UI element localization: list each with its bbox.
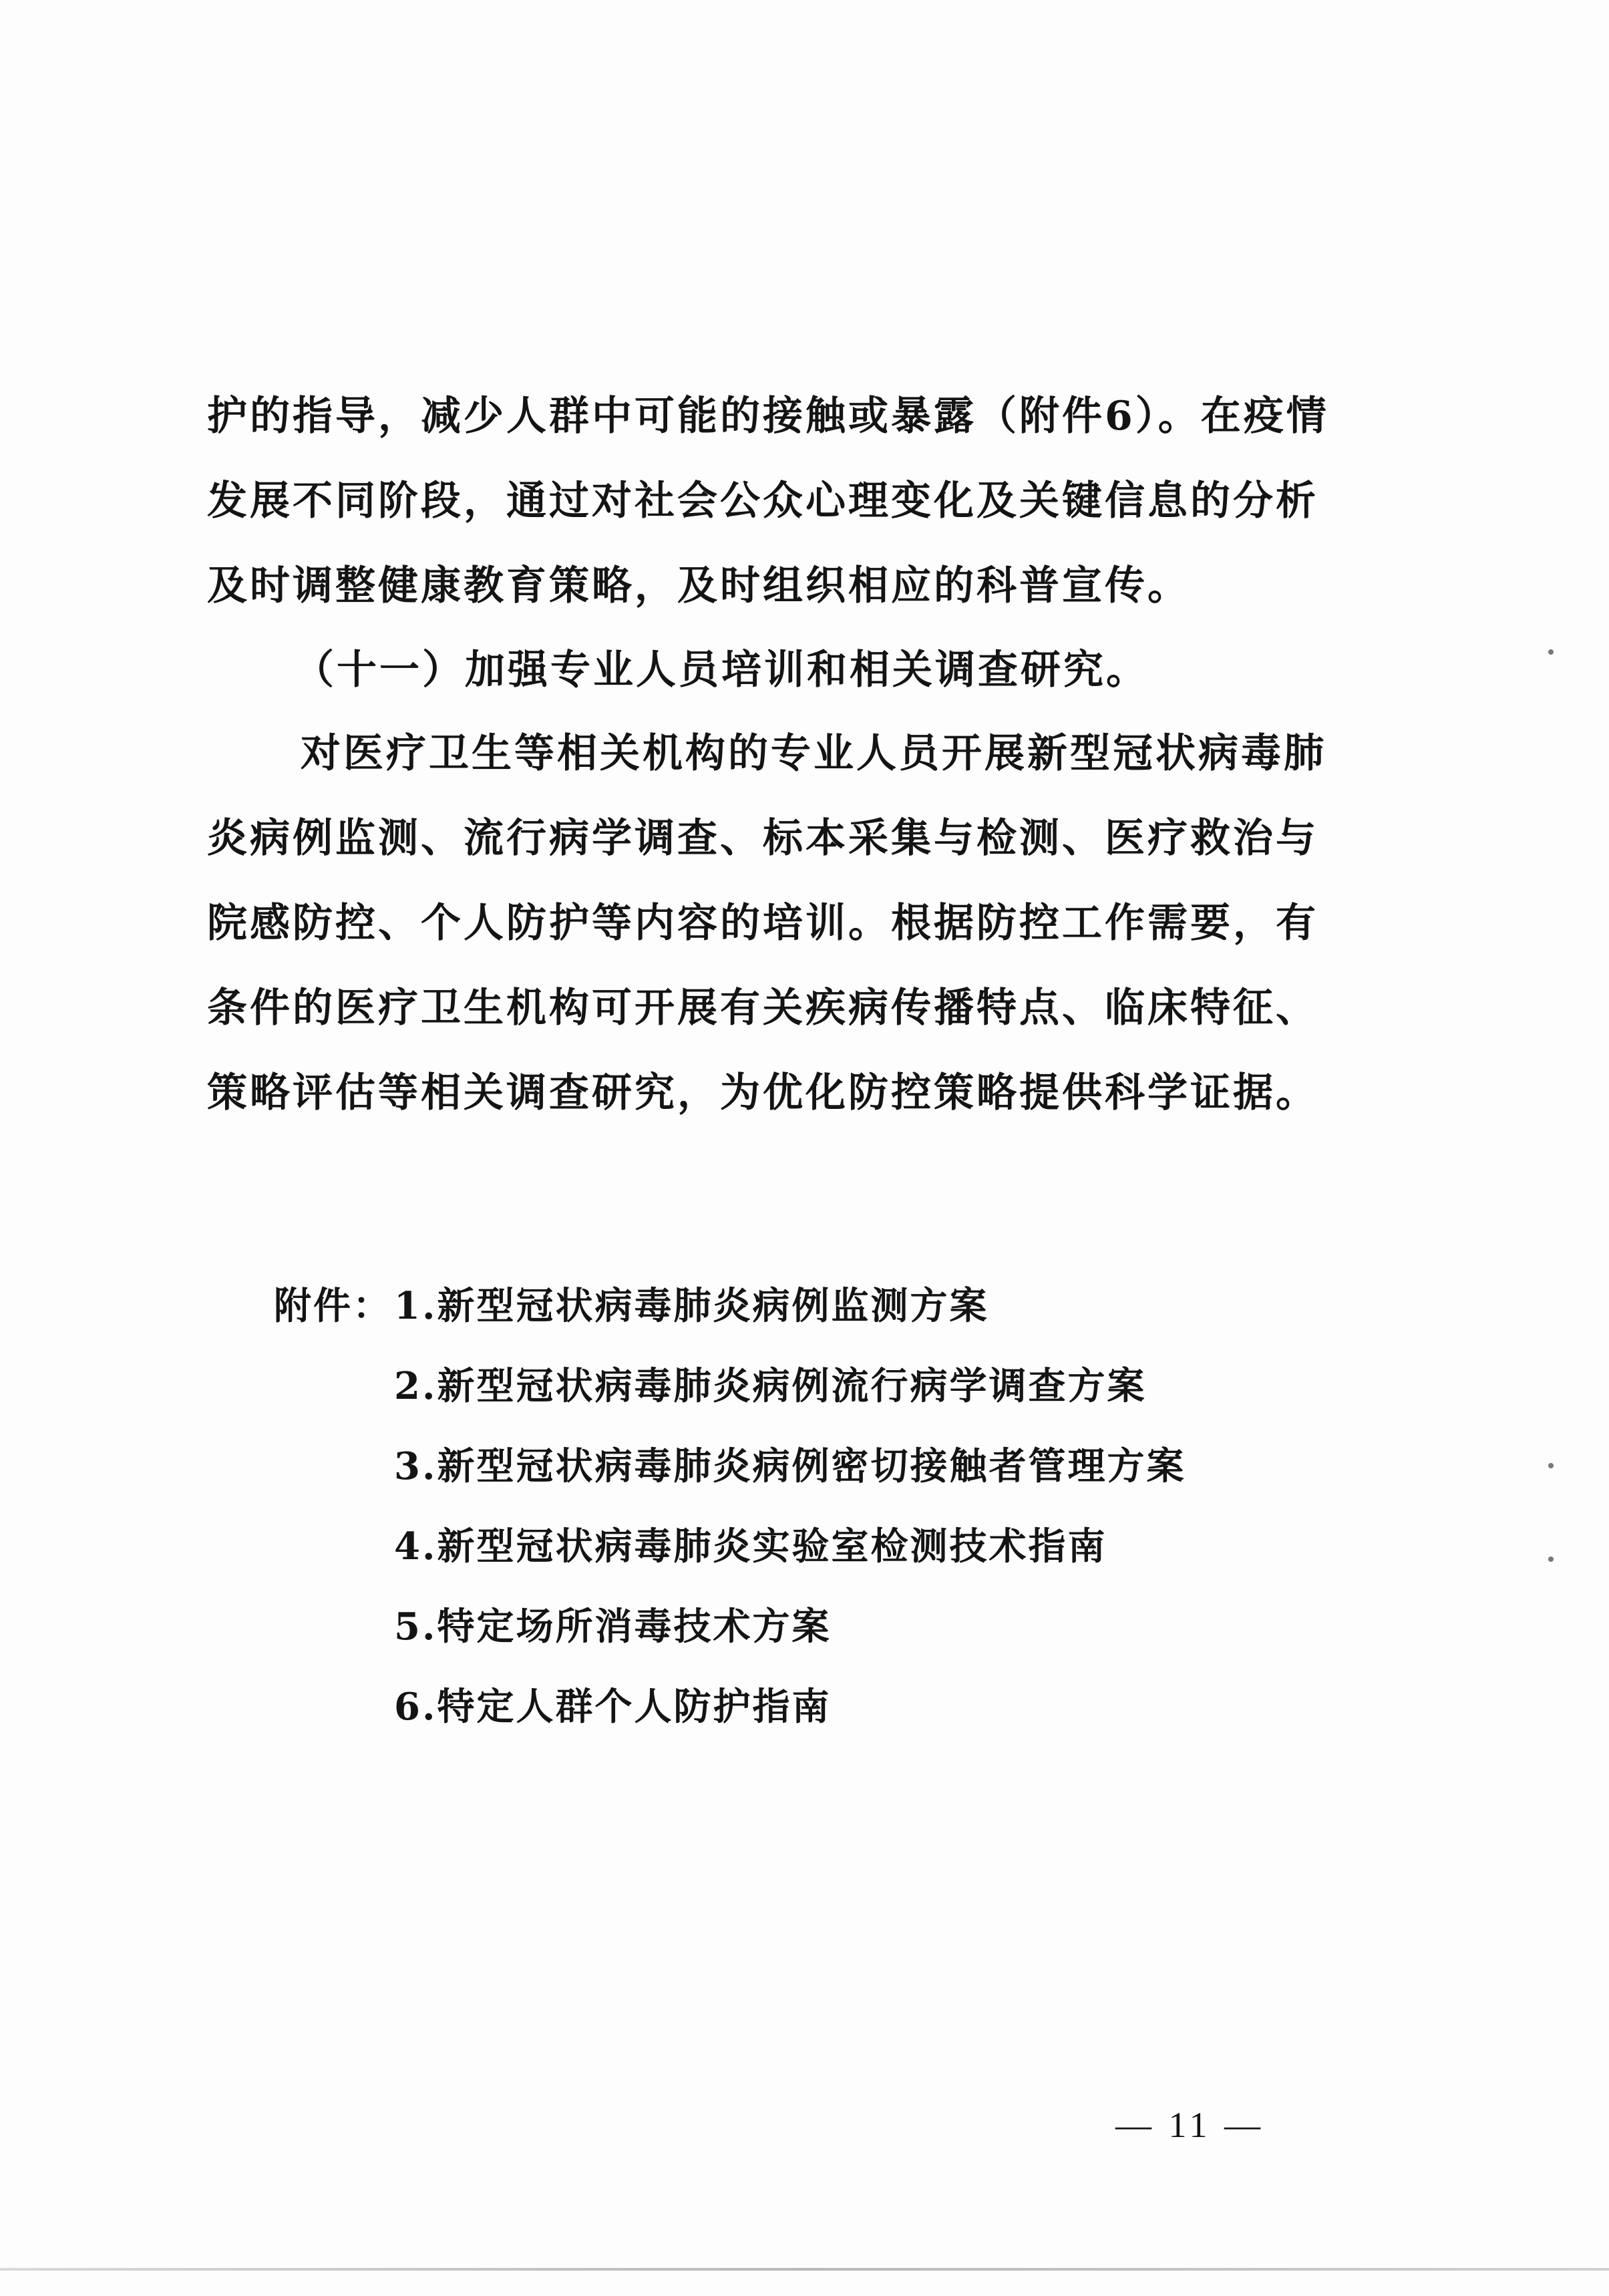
attachment-title: 5.特定场所消毒技术方案 [394,1605,832,1649]
attachment-title: 6.特定人群个人防护指南 [394,1685,832,1729]
attachment-item-4 [274,1506,1186,1587]
page-number: — 11 — [1115,2105,1264,2145]
attachments-label: 附件： [274,1284,392,1328]
scan-speck [1548,1556,1554,1562]
paragraph-training [207,711,1343,1136]
attachment-item-1 [274,1266,1186,1346]
attachment-title: 4.新型冠状病毒肺炎实验室检测技术指南 [394,1524,1107,1569]
scan-edge-line [0,2268,1609,2271]
attachment-title: 2.新型冠状病毒肺炎病例流行病学调查方案 [394,1364,1147,1408]
scan-speck [1548,649,1554,655]
attachment-item-6 [274,1667,1186,1747]
paragraph-health-education: 护的指导，减少人群中可能的接触或暴露（附件6）。在疫情发展不同阶段，通过对社会公众心理变化及关键信息的分析及时调整健康教育策略，及时组织相应的科普宣传。 [207,393,1329,609]
attachment-item-3 [274,1426,1186,1506]
attachment-title: 1.新型冠状病毒肺炎病例监测方案 [394,1284,989,1328]
paragraph-training-text: 对医疗卫生等相关机构的专业人员开展新型冠状病毒肺炎病例监测、流行病学调查、标本采集与检测、医疗救治与院感防控、个人防护等内容的培训。根据防控工作需要，有条件的医疗卫生机构可开展有关疾病传播特点、临床特征、策略评估等相关调查研究，为优化防控策略提供科学证据。 [207,730,1326,1116]
scan-speck [1548,1463,1554,1468]
attachment-item-5 [274,1587,1186,1667]
attachments-list [274,1266,1186,1747]
section-heading-training: （十一）加强专业人员培训和相关调查研究。 [294,647,1149,693]
attachment-item-2 [274,1346,1186,1426]
attachment-title: 3.新型冠状病毒肺炎病例密切接触者管理方案 [394,1444,1186,1488]
